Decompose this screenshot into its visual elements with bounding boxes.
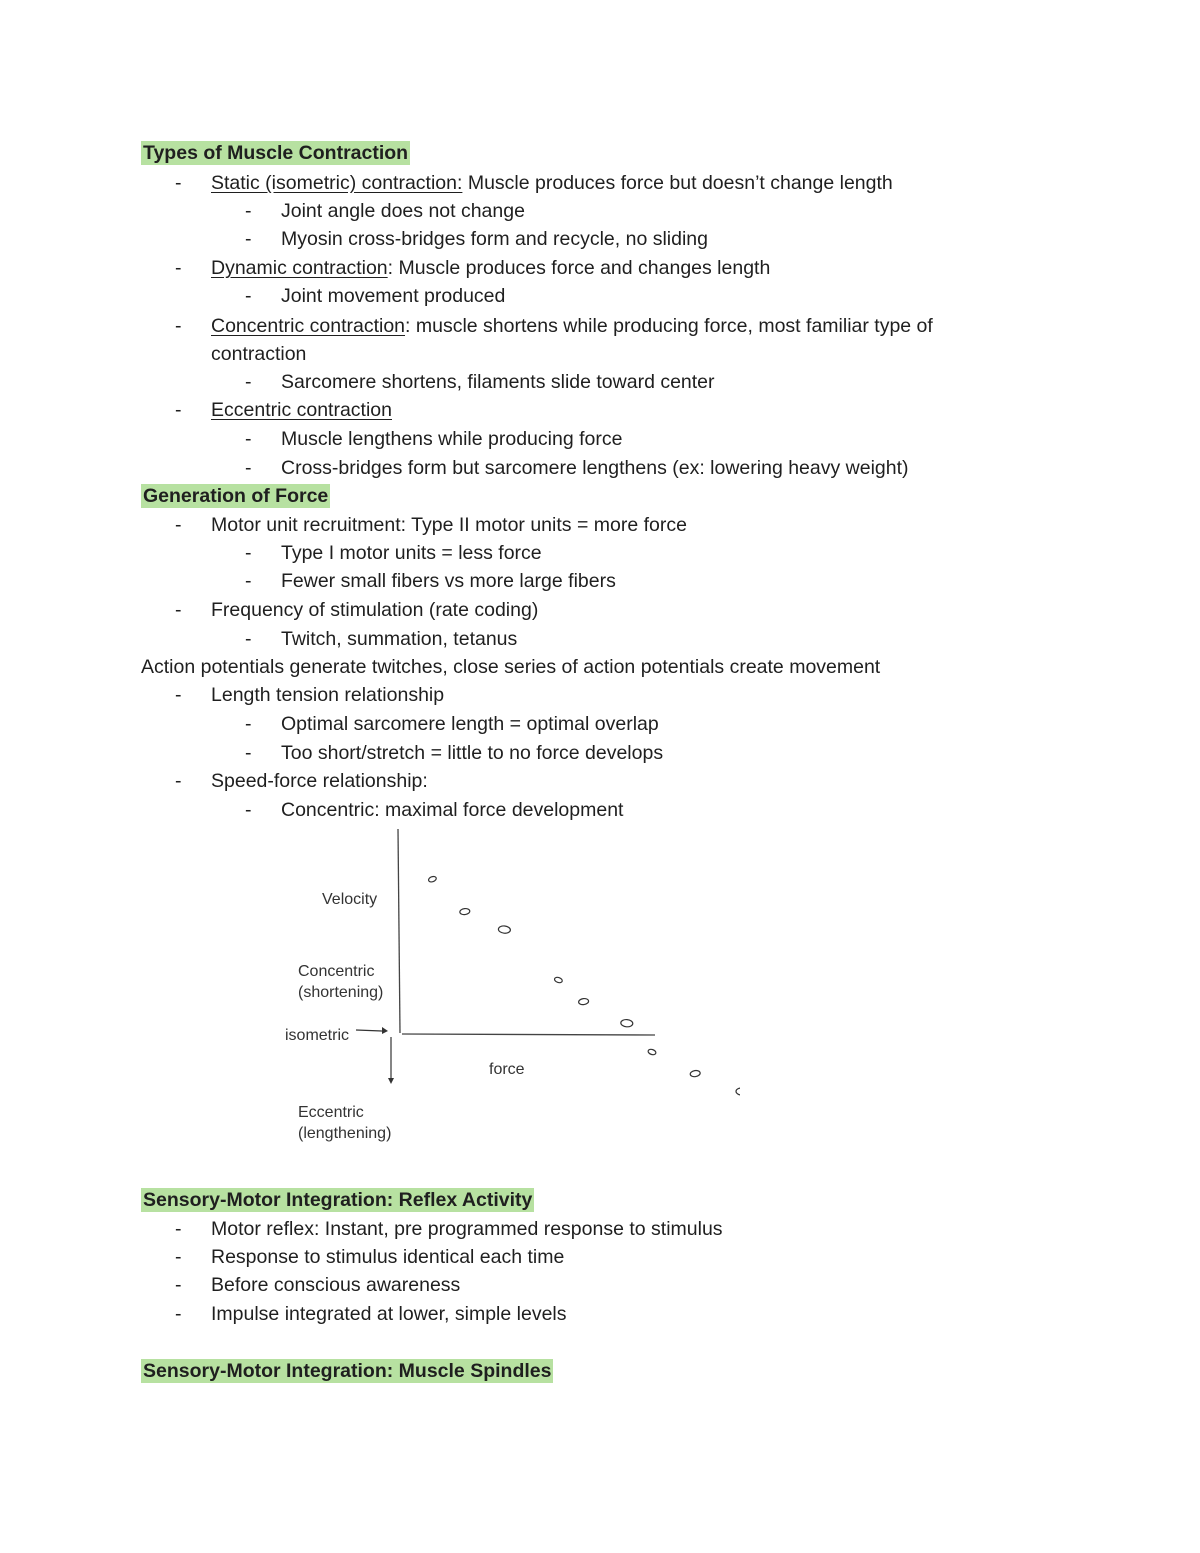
- sub-bullet-length-tension-1: [245, 710, 659, 738]
- text: Fewer small fibers vs more large fibers: [281, 570, 616, 592]
- text: Joint angle does not change: [281, 200, 525, 222]
- bullet-dash: -: [245, 371, 252, 393]
- data-point: [428, 875, 437, 882]
- bullet-speed-force: [175, 767, 428, 795]
- text: Myosin cross-bridges form and recycle, no sliding: [281, 228, 709, 250]
- bullet-dash: -: [175, 1274, 182, 1296]
- bullet-motor-reflex: [175, 1215, 723, 1243]
- text: Response to stimulus identical each time: [211, 1246, 565, 1268]
- bullet-motor-unit-recruitment: [175, 511, 687, 539]
- sub-bullet-concentric-1: [245, 368, 715, 396]
- eccentric-arrowhead: [388, 1078, 394, 1084]
- bullet-frequency: [175, 596, 538, 624]
- data-point: [459, 908, 470, 915]
- bullet-dash: -: [175, 684, 182, 706]
- x-axis-line: [402, 1034, 655, 1035]
- paragraph-action-potentials: [141, 653, 880, 681]
- speed-force-chart: [270, 825, 740, 1160]
- bullet-dash: -: [245, 285, 252, 307]
- data-point: [554, 976, 563, 983]
- sub-bullet-speed-force-1: [245, 796, 623, 824]
- text: contraction: [211, 343, 307, 365]
- sub-bullet-recruitment-1: [245, 539, 542, 567]
- term-static: Static (isometric) contraction:: [211, 172, 463, 194]
- text: Type I motor units = less force: [281, 542, 542, 564]
- bullet-dash: -: [175, 514, 182, 536]
- sub-bullet-eccentric-1: [245, 425, 622, 453]
- heading-generation-of-force: [141, 482, 330, 510]
- bullet-concentric: [175, 312, 933, 340]
- data-point: [578, 998, 589, 1005]
- bullet-dash: -: [245, 713, 252, 735]
- sub-bullet-static-2: [245, 225, 708, 253]
- heading-text: Types of Muscle Contraction: [143, 142, 409, 164]
- text: Motor reflex: Instant, pre programmed response to stimulus: [211, 1218, 723, 1240]
- text-dynamic: : Muscle produces force and changes length: [387, 257, 771, 279]
- sub-bullet-dynamic-1: [245, 282, 505, 310]
- text: Length tension relationship: [211, 684, 445, 706]
- bullet-dash: -: [175, 399, 182, 421]
- label-eccentric: Eccentric: [298, 1104, 364, 1121]
- bullet-dash: -: [175, 172, 182, 194]
- text: Cross-bridges form but sarcomere lengthens (ex: lowering heavy weight): [281, 457, 909, 479]
- text: Impulse integrated at lower, simple levels: [211, 1303, 567, 1325]
- term-eccentric: Eccentric contraction: [211, 399, 392, 421]
- sub-bullet-eccentric-2: [245, 454, 909, 482]
- data-point: [647, 1048, 656, 1055]
- sub-bullet-length-tension-2: [245, 739, 663, 767]
- label-concentric: Concentric: [298, 963, 375, 980]
- bullet-identical-response: [175, 1243, 564, 1271]
- data-point: [498, 925, 511, 933]
- bullet-dash: -: [175, 1303, 182, 1325]
- text: Action potentials generate twitches, close series of action potentials create movement: [141, 656, 881, 678]
- text: Frequency of stimulation (rate coding): [211, 599, 539, 621]
- term-concentric: Concentric contraction: [211, 315, 406, 337]
- bullet-dash: -: [245, 742, 252, 764]
- bullet-dash: -: [245, 428, 252, 450]
- bullet-dash: -: [245, 228, 252, 250]
- bullet-dash: -: [175, 1246, 182, 1268]
- text: Concentric: maximal force development: [281, 799, 624, 821]
- bullet-before-awareness: [175, 1271, 460, 1299]
- isometric-arrowhead: [382, 1027, 388, 1034]
- heading-types-of-contraction: [141, 139, 410, 167]
- bullet-eccentric: [175, 396, 392, 424]
- isometric-arrow: [356, 1030, 382, 1031]
- text: Twitch, summation, tetanus: [281, 628, 518, 650]
- sub-bullet-recruitment-2: [245, 567, 616, 595]
- bullet-length-tension: [175, 681, 444, 709]
- bullet-concentric-continued: [211, 340, 306, 368]
- text: Too short/stretch = little to no force develops: [281, 742, 664, 764]
- heading-text: Generation of Force: [143, 485, 329, 507]
- bullet-dash: -: [245, 542, 252, 564]
- label-velocity: Velocity: [322, 891, 378, 908]
- text: Muscle lengthens while producing force: [281, 428, 623, 450]
- heading-text: Sensory-Motor Integration: Muscle Spindles: [143, 1360, 552, 1382]
- text-concentric: : muscle shortens while producing force, most familiar type of: [405, 315, 933, 337]
- bullet-static: [175, 169, 893, 197]
- label-shortening: (shortening): [298, 984, 384, 1001]
- text: Before conscious awareness: [211, 1274, 461, 1296]
- sub-bullet-frequency-1: [245, 625, 517, 653]
- bullet-dash: -: [245, 570, 252, 592]
- sub-bullet-static-1: [245, 197, 525, 225]
- bullet-impulse-integrated: [175, 1300, 567, 1328]
- data-point: [621, 1019, 634, 1027]
- bullet-dash: -: [245, 799, 252, 821]
- text: Speed-force relationship:: [211, 770, 428, 792]
- text: Sarcomere shortens, filaments slide toward center: [281, 371, 715, 393]
- data-point: [690, 1070, 701, 1077]
- text: Optimal sarcomere length = optimal overlap: [281, 713, 659, 735]
- label-isometric: isometric: [285, 1027, 350, 1044]
- label-lengthening: (lengthening): [298, 1125, 392, 1142]
- bullet-dynamic: [175, 254, 770, 282]
- bullet-dash: -: [175, 599, 182, 621]
- text: Joint movement produced: [281, 285, 506, 307]
- bullet-dash: -: [175, 257, 182, 279]
- heading-muscle-spindles: [141, 1357, 553, 1385]
- term-dynamic: Dynamic contraction: [211, 257, 388, 279]
- bullet-dash: -: [245, 628, 252, 650]
- data-point: [736, 1088, 740, 1096]
- heading-reflex-activity: [141, 1186, 534, 1214]
- y-axis-line: [398, 829, 400, 1033]
- bullet-dash: -: [175, 770, 182, 792]
- bullet-dash: -: [245, 200, 252, 222]
- text: Motor unit recruitment: Type II motor units = more force: [211, 514, 687, 536]
- bullet-dash: -: [175, 1218, 182, 1240]
- label-force: force: [489, 1061, 525, 1078]
- bullet-dash: -: [175, 315, 182, 337]
- text-static: Muscle produces force but doesn’t change length: [462, 172, 893, 194]
- heading-text: Sensory-Motor Integration: Reflex Activity: [143, 1189, 533, 1211]
- bullet-dash: -: [245, 457, 252, 479]
- data-points: [428, 875, 740, 1160]
